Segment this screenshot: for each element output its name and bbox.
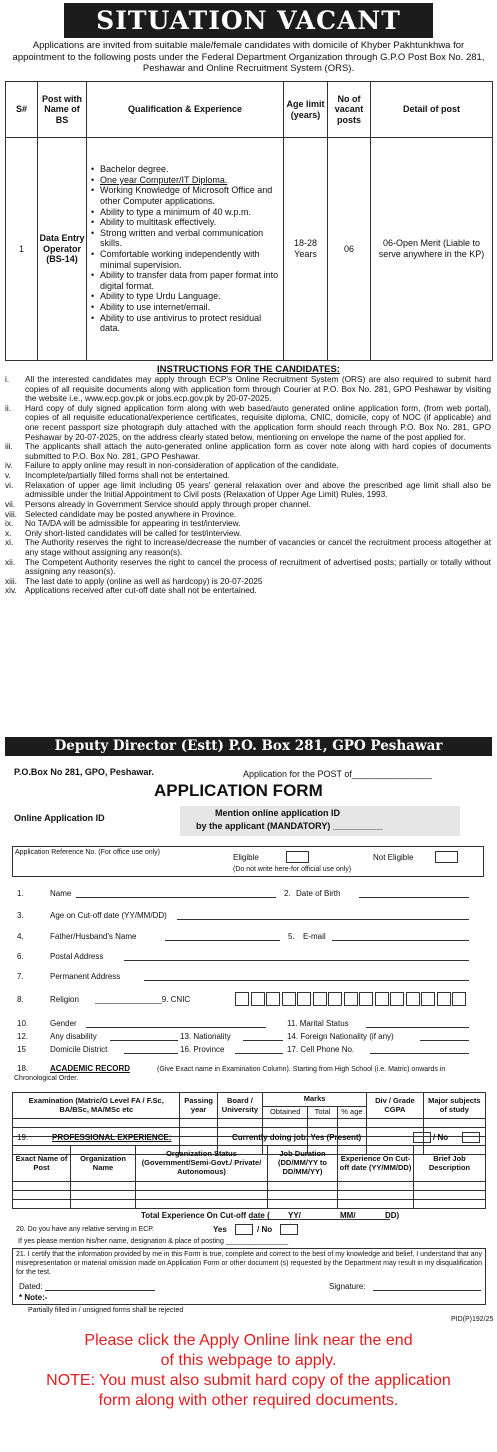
total-exp-label: Total Experience On Cut-off date ( [141,1211,270,1220]
nationality-field[interactable] [243,1040,283,1041]
exp-h-post: Exact Name of Post [13,1146,71,1182]
prof-label: PROFESSIONAL EXPERIENCE: [52,1133,172,1142]
not-eligible-checkbox[interactable] [435,851,458,863]
experience-cell[interactable] [414,1182,486,1191]
field-num-8: 8. [17,995,24,1004]
mention-label-2: by the applicant (MANDATORY) __________ [196,821,383,831]
footer-line-2: of this webpage to apply. [160,1352,337,1369]
gender-label: Gender [50,1019,77,1028]
father-field[interactable] [165,940,280,941]
post-name: Data Entry Operator [39,233,85,254]
cnic-digit-box[interactable] [390,992,404,1006]
instruction-number: ii. [5,402,11,413]
instruction-text: The Authority reserves the right to increase/decrease the number of vacancies or cancel the recruitment process altogether at any stage without assigning any reason(s). [25,537,491,557]
academic-label: ACADEMIC RECORD [50,1064,130,1073]
email-label: E-mail [303,932,326,941]
father-label: Father/Husband's Name [50,932,137,941]
q20b-label: If yes please mention his/her name, designation & place of posting ________________ [18,1238,289,1245]
header-qualification: Qualification & Experience [87,82,284,138]
instruction-text: The applicants shall attach the auto-generated online application form as cover note along with hard copies of documents submitted to P.O. Box No. 281, GPO Peshawar. [25,441,491,461]
note-label: * Note:- [19,1293,48,1302]
row-post [38,138,87,361]
age-field[interactable] [177,919,469,920]
current-label: Currently doing job: Yes (Present) [232,1133,362,1142]
academic-note: (Give Exact name in Examination Column). Starting from High School (i.e. Matric) onwards in Chronological Order. [14,1066,446,1083]
marital-label: 11. Marital Status [287,1019,349,1028]
instruction-text: No TA/DA will be admissible for appearing in test/interview. [25,518,241,529]
cnic-digit-box[interactable] [297,992,311,1006]
footer-line-4: form along with other required documents. [98,1392,399,1409]
field-num-1: 1. [17,889,24,898]
q20-yes-checkbox[interactable] [235,1224,253,1235]
instruction-number: xi. [5,537,14,548]
cnic-digit-box[interactable] [452,992,466,1006]
postal-field[interactable] [124,960,469,961]
footer-line-1: Please click the Apply Online link near the end [84,1332,413,1349]
instruction-item [5,404,491,442]
dated-label: Dated: [19,1282,43,1291]
field-num-10: 10. [17,1019,29,1028]
experience-row [13,1182,486,1191]
acad-h-year: Passing year [180,1093,217,1119]
experience-cell[interactable] [268,1182,338,1191]
exp-h-status: Organization Status (Government/Semi-Govt./ Private/ Autonomous) [136,1146,268,1182]
field-num-3: 3. [17,911,24,920]
disability-label: Any disability [50,1032,97,1041]
q21-text: 21. I certify that the information provided by me in this Form is true, complete and correct to the best of my knowledge and belief, I understand that any misrepresentation or material omission made on Application Form or other document (s) requested by the Department may result in my disqualification for the test. [16,1251,482,1277]
row-qualifications [87,138,284,361]
q20-no-label: / No [257,1225,273,1234]
academic-row [13,1119,486,1128]
qualification-item: • Ability to multitask effectively. [91,217,283,228]
exp-h-duration: Job Duration (DD/MM/YY to DD/MM/YY) [268,1146,338,1182]
instructions-title: INSTRUCTIONS FOR THE CANDIDATES: [157,364,340,375]
experience-cell[interactable] [71,1182,136,1191]
form-pobox: P.O.Box No 281, GPO, Peshawar. [14,767,154,777]
intro-text: Applications are invited from suitable male/female candidates with domicile of Khyber Pakhtunkhwa for appointment to the following posts under the Federal Department Organization through G.P.O Post Box No. 281, Peshawar and Online Recruitment System (ORS). [12,40,485,75]
total-exp-field[interactable] [250,1219,390,1220]
religion-label: Religion [50,995,79,1004]
dob-field[interactable] [359,897,469,898]
current-no-checkbox[interactable] [462,1132,480,1143]
instruction-number: xii. [5,556,16,567]
cnic-digit-box[interactable] [406,992,420,1006]
qualification-list [87,164,283,334]
current-no-label: / No [433,1133,449,1142]
dob-label: Date of Birth [296,889,341,898]
domicile-label: Domicile District [50,1045,108,1054]
acad-h-board: Board / University [217,1093,262,1119]
instruction-text: Failure to apply online may result in non-consideration of application of the candidate. [25,460,339,471]
perm-label: Permanent Address [50,972,121,981]
instruction-number: vi. [5,479,14,490]
header-age: Age limit (years) [284,82,328,138]
exp-h-org: Organization Name [71,1146,136,1182]
instruction-number: iv. [5,460,13,471]
province-field[interactable] [235,1053,283,1054]
foreign-label: 14. Foreign Nationality (if any) [287,1032,394,1041]
mention-label: Mention online application ID [215,808,340,818]
acad-h-percent: % age [337,1107,366,1119]
qualification-item: • Bachelor degree. [91,164,283,175]
field-num-5: 5. [288,932,295,941]
footer-line-3: NOTE: You must also submit hard copy of the application [46,1372,451,1389]
instruction-text: Incomplete/partially filled forms shall not be entertained. [25,470,230,481]
field-num-4: 4. [17,932,24,941]
acad-h-div: Div / Grade CGPA [367,1093,424,1119]
cnic-digit-box[interactable] [359,992,373,1006]
instruction-number: vii. [5,498,16,509]
instruction-item [5,442,491,461]
academic-cell[interactable] [180,1128,217,1137]
cnic-digit-box[interactable] [375,992,389,1006]
instruction-number: viii. [5,508,17,519]
domicile-field[interactable] [124,1053,178,1054]
experience-cell[interactable] [71,1191,136,1200]
field-num-19: 19. [17,1133,29,1142]
acad-h-marks: Marks [263,1093,367,1107]
perm-field[interactable] [144,980,469,981]
academic-cell[interactable] [308,1119,337,1128]
qualification-item: • One year Computer/IT Diploma. [91,175,283,186]
experience-cell[interactable] [136,1182,268,1191]
exp-h-experience: Experience On Cut-off date (YY/MM/DD) [338,1146,414,1182]
experience-cell[interactable] [13,1191,71,1200]
form-title: APPLICATION FORM [154,781,323,800]
instruction-text: All the interested candidates may apply through ECP's Online Recruitment System (ORS) are also required to submit hard copies of all requisite documents along with application form through Courier at P.O. Box No. 281, GPO Peshawar by visiting the website i.e., www.ecp.gov.pk or jobs.ecp.gov.pk by 20-07-2025. [25,374,491,404]
q20-yes-label: Yes [213,1225,227,1234]
pid-label: PID(P)192/25 [451,1316,494,1323]
instruction-item [5,538,491,557]
qualification-item: • Strong written and verbal communication skills. [91,228,283,249]
instruction-item [5,586,491,596]
instruction-item [5,481,491,500]
signature-field[interactable] [373,1290,481,1291]
online-id-label: Online Application ID [14,813,105,823]
experience-cell[interactable] [13,1200,71,1209]
not-eligible-label: Not Eligible [373,853,414,862]
eligible-label: Eligible [233,853,259,862]
row-sno: 1 [6,138,38,361]
postal-label: Postal Address [50,952,104,961]
note-text: Partially filled in / unsigned forms shall be rejected [28,1307,184,1314]
instruction-number: x. [5,527,12,538]
cnic-digit-box[interactable] [282,992,296,1006]
cnic-digit-box[interactable] [235,992,249,1006]
field-num-6: 6. [17,952,24,961]
address-bar: Deputy Director (Estt) P.O. Box 281, GPO Peshawar [5,737,492,756]
instruction-text: Only short-listed candidates will be called for test/interview. [25,527,242,538]
field-num-7: 7. [17,972,24,981]
province-label: 16. Province [180,1045,225,1054]
cell-label: 17. Cell Phone No. [287,1045,355,1054]
qualification-item: • Comfortable working independently with minimal supervision. [91,249,283,270]
disability-field[interactable] [110,1040,178,1041]
header-vacant: No of vacant posts [328,82,371,138]
cnic-label: _______________9. CNIC [95,995,191,1004]
instruction-text: Persons already in Government Service should apply through proper channel. [25,498,311,509]
experience-cell[interactable] [338,1182,414,1191]
experience-cell[interactable] [13,1182,71,1191]
qualification-item: • Ability to use internet/email. [91,302,283,313]
field-num-12: 12. [17,1032,29,1041]
instruction-number: iii. [5,441,13,452]
field-num-2: 2. [284,889,291,898]
instruction-text: Hard copy of duly signed application form along with web based/auto generated online application form, (from web portal), copies of all requisite educational/experience certificates, requisite diploma, CNIC, domicile, copy of NOC (if applicable) and one recent passport size photograph duly attached with the application form should reach through P.O. Box No. 281, GPO Peshawar by 20-07-2025, on the address clearly stated below, mentioning on envelope the name of the post applied for. [25,402,491,442]
instruction-number: i. [5,374,10,384]
academic-cell[interactable] [423,1119,485,1128]
instruction-number: xiv. [5,585,17,596]
instruction-number: ix. [5,518,14,529]
q20-no-checkbox[interactable] [280,1224,298,1235]
instruction-text: Applications received after cut-off date shall not be entertained. [25,585,257,596]
row-detail: 06-Open Merit (Liable to serve anywhere in the KP) [371,138,493,361]
row-age: 18-28 Years [284,138,328,361]
instruction-text: The last date to apply (online as well as hardcopy) is 20-07-2025 [25,575,263,586]
acad-h-total: Total [308,1107,337,1119]
field-num-18: 18. [17,1064,29,1073]
cnic-digit-box[interactable] [251,992,265,1006]
experience-row [13,1200,486,1209]
instruction-number: v. [5,470,11,481]
experience-cell[interactable] [414,1191,486,1200]
instructions-list [5,375,491,596]
name-field[interactable] [76,897,276,898]
cnic-digit-box[interactable] [421,992,435,1006]
academic-cell[interactable] [367,1119,424,1128]
qualification-item: • Working Knowledge of Microsoft Office and other Computer applications. [91,185,283,206]
qualification-item: • Ability to type Urdu Language. [91,291,283,302]
email-field[interactable] [332,940,469,941]
experience-cell[interactable] [414,1200,486,1209]
gender-field[interactable] [86,1027,266,1028]
cnic-digit-box[interactable] [266,992,280,1006]
experience-cell[interactable] [268,1191,338,1200]
instruction-item [5,375,491,404]
do-not-write-label: (Do not write here-for official use only) [233,866,352,873]
qualification-item: • Ability to transfer data from paper format into digital format. [91,270,283,291]
q20-label: 20. Do you have any relative serving in ECP. [16,1226,155,1233]
foreign-field[interactable] [420,1040,469,1041]
cnic-digit-box[interactable] [313,992,327,1006]
current-yes-checkbox[interactable] [413,1132,431,1143]
eligible-checkbox[interactable] [286,851,309,863]
instruction-text: Selected candidate may be posted anywhere in Province. [25,508,237,519]
qualification-item: • Ability to type a minimum of 40 w.p.m. [91,207,283,218]
experience-table [12,1145,486,1209]
situation-vacant-banner: SITUATION VACANT [64,3,433,38]
field-num-15: 15 [17,1045,26,1054]
cnic-digit-box[interactable] [328,992,342,1006]
academic-cell[interactable] [217,1119,262,1128]
experience-cell[interactable] [268,1200,338,1209]
instruction-text: Relaxation of upper age limit including 05 years' general relaxation over and above the prescribed age limit shall also be admissible under the Initial Appointment to Civil posts (Relaxation of Upper Age Limit) Rules, 1993. [25,479,491,500]
marital-field[interactable] [366,1027,469,1028]
signature-label: Signature: [329,1282,366,1291]
header-sno: S# [6,82,38,138]
exp-h-desc: Brief Job Description [414,1146,486,1182]
academic-cell[interactable] [337,1119,366,1128]
dated-field[interactable] [45,1290,155,1291]
acad-h-exam: Examination (Matric/O Level FA / F.Sc, BA/BSc, MA/MSc etc [13,1093,180,1119]
cnic-digit-box[interactable] [437,992,451,1006]
academic-cell[interactable] [263,1119,308,1128]
row-vacant: 06 [328,138,371,361]
instruction-number: xiii. [5,575,17,586]
academic-cell[interactable] [180,1119,217,1128]
academic-cell[interactable] [13,1119,180,1128]
total-exp-dd: DD) [385,1211,400,1220]
age-label: Age on Cut-off date (YY/MM/DD) [50,911,167,920]
form-post-of: Application for the POST of________________ [243,769,432,779]
experience-cell[interactable] [71,1200,136,1209]
ref-label: Application Reference No. (For office use only) [15,849,160,856]
header-post: Post with Name of BS [38,82,87,138]
header-detail: Detail of post [371,82,493,138]
acad-h-obtained: Obtained [263,1107,308,1119]
post-bs: (BS-14) [46,254,78,265]
instruction-item [5,558,491,577]
name-label: Name [50,889,72,898]
qualification-item: • Ability to use antivirus to protect residual data. [91,313,283,334]
experience-cell[interactable] [338,1191,414,1200]
cell-field[interactable] [370,1053,469,1054]
nationality-label: 13. Nationality [180,1032,231,1041]
experience-row [13,1191,486,1200]
cnic-digit-box[interactable] [344,992,358,1006]
total-exp-yy: YY/ [288,1211,301,1220]
experience-cell[interactable] [136,1191,268,1200]
instruction-text: The Competent Authority reserves the right to cancel the process of recruitment of advertised posts; partially or totally without assigning any reason(s). [25,556,491,577]
posts-table [5,81,493,361]
total-exp-mm: MM/ [340,1211,356,1220]
acad-h-major: Major subjects of study [423,1093,485,1119]
experience-cell[interactable] [136,1200,268,1209]
experience-cell[interactable] [338,1200,414,1209]
